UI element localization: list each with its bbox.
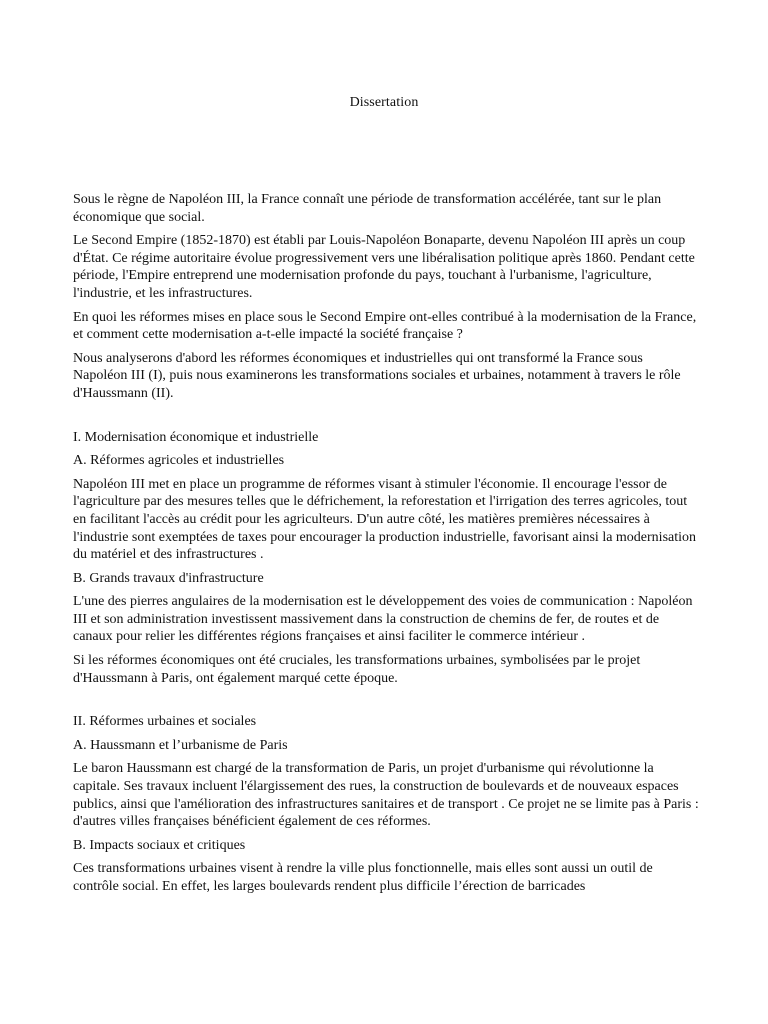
document-body xyxy=(73,191,699,902)
document-title: Dissertation xyxy=(349,95,419,110)
part-1-heading: I. Modernisation économique et industrielle xyxy=(73,429,319,445)
intro-paragraph-1: Sous le règne de Napoléon III, la France connaît une période de transformation accélérée, tant sur le plan économique que social. xyxy=(73,192,662,225)
part-2-subheading-a: A. Haussmann et l’urbanisme de Paris xyxy=(73,737,288,753)
problematic-paragraph: En quoi les réformes mises en place sous le Second Empire ont-elles contribué à la modernisation de la France, et comment cette modernisation a-t-elle impacté la société française ? xyxy=(73,309,697,343)
part-2-subheading-b: B. Impacts sociaux et critiques xyxy=(73,837,246,853)
intro-paragraph-2: Le Second Empire (1852-1870) est établi par Louis-Napoléon Bonaparte, devenu Napoléon III après un coup d'État. Ce régime autoritaire évolue progressivement vers une libéralisation politique après 1860. Pendant cette période, l'Empire entreprend une modernisation profonde du pays, touchant à l'urbanisme, l'agriculture, l'industrie, et les infrastructures. xyxy=(73,233,695,301)
part-2-a-paragraph: Le baron Haussmann est chargé de la transformation de Paris, un projet d'urbanisme qui révolutionne la capitale. Ses travaux incluent l'élargissement des rues, la construction de boulevards et de nouveaux espaces publics, ainsi que l'amélioration des infrastructures sanitaires et de transport . Ce projet ne se limite pas à Paris : d'autres villes françaises bénéficient également de ces réformes. xyxy=(73,761,699,830)
part-2-heading: II. Réformes urbaines et sociales xyxy=(73,714,257,730)
transition-paragraph: Si les réformes économiques ont été cruciales, les transformations urbaines, symbolisées par le projet d'Haussmann à Paris, ont également marqué cette époque. xyxy=(73,653,641,686)
part-2-b-paragraph: Ces transformations urbaines visent à rendre la ville plus fonctionnelle, mais elles sont aussi un outil de contrôle social. En effet, les larges boulevards rendent plus difficile l’érection de barricades xyxy=(73,861,653,894)
part-1-subheading-b: B. Grands travaux d'infrastructure xyxy=(73,570,264,586)
plan-paragraph: Nous analyserons d'abord les réformes économiques et industrielles qui ont transformé la France sous Napoléon III (I), puis nous examinerons les transformations sociales et urbaines, notamment à travers le rôle d'Haussmann (II). xyxy=(73,350,681,401)
part-1-b-paragraph: L'une des pierres angulaires de la modernisation est le développement des voies de communication : Napoléon III et son administration investissent massivement dans la construction de chemins de fer, de routes et de canaux pour relier les différentes régions françaises et ainsi faciliter le commerce intérieur . xyxy=(73,594,693,645)
part-1-subheading-a: A. Réformes agricoles et industrielles xyxy=(73,453,285,469)
part-1-a-paragraph: Napoléon III met en place un programme de réformes visant à stimuler l'économie. Il encourage l'essor de l'agriculture par des mesures telles que le défrichement, la reforestation et l'irrigation des terres agricoles, tout en facilitant l'accès au crédit pour les agriculteurs. D'un autre côté, les matières premières nécessaires à l'industrie sont exemptées de taxes pour encourager la production industrielle, favorisant ainsi la modernisation du matériel et des infrastructures . xyxy=(73,476,697,563)
